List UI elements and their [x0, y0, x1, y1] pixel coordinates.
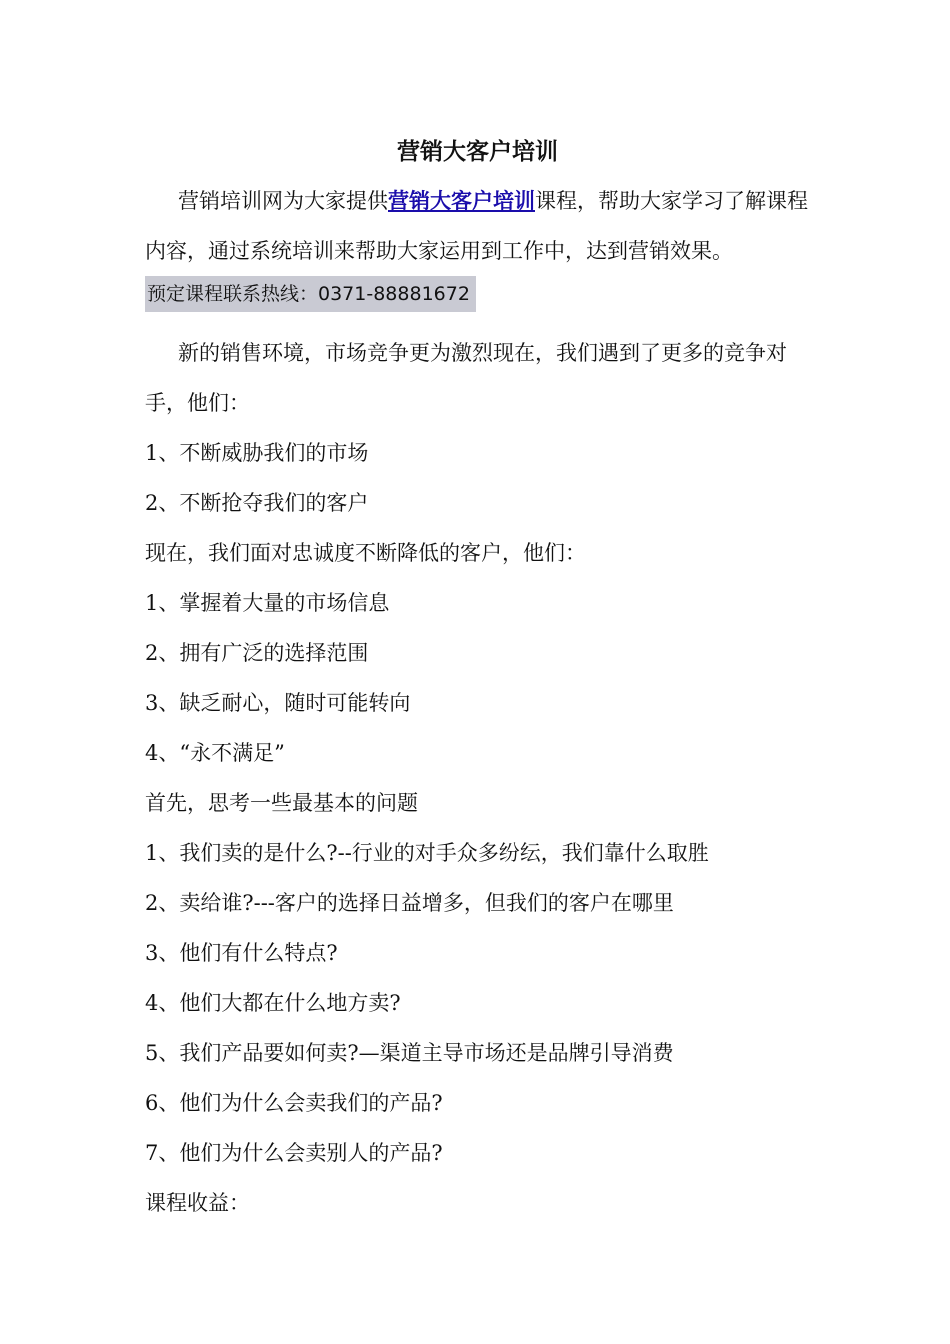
list-item: 1、不断威胁我们的市场: [145, 441, 369, 465]
intro-paragraph: [145, 176, 810, 276]
list-item: 4、他们大都在什么地方卖?: [145, 991, 401, 1015]
hotline-banner: 预定课程联系热线：0371-88881672: [145, 276, 476, 312]
list-item: 2、卖给谁?---客户的选择日益增多，但我们的客户在哪里: [145, 891, 674, 915]
course-link[interactable]: 营销大客户培训: [388, 188, 535, 213]
list-item: 2、拥有广泛的选择范围: [145, 641, 369, 665]
list-item: 7、他们为什么会卖别人的产品?: [145, 1141, 443, 1165]
list-item: 1、我们卖的是什么?--行业的对手众多纷纭，我们靠什么取胜: [145, 841, 709, 865]
section-heading: 课程收益：: [145, 1191, 250, 1215]
list-item: 1、掌握着大量的市场信息: [145, 591, 390, 615]
intro-prefix: 营销培训网为大家提供: [178, 189, 388, 213]
list-item: 5、我们产品要如何卖?—渠道主导市场还是品牌引导消费: [145, 1041, 674, 1065]
list-item: 3、他们有什么特点?: [145, 941, 338, 965]
document-title: 营销大客户培训: [397, 138, 558, 165]
list-item: 3、缺乏耐心，随时可能转向: [145, 691, 411, 715]
document-page: [145, 128, 810, 1228]
list-item: 4、“永不满足”: [145, 741, 285, 765]
intro-suffix: 课程，帮助大家学习了解课程内容，通过系统培训来帮助大家运用到工作中，达到营销效果。: [145, 189, 808, 263]
section-heading: 首先，思考一些最基本的问题: [145, 791, 418, 815]
list-item: 6、他们为什么会卖我们的产品?: [145, 1091, 443, 1115]
competition-paragraph: 新的销售环境，市场竞争更为激烈现在，我们遇到了更多的竞争对手，他们：: [145, 341, 787, 415]
section-heading: 现在，我们面对忠诚度不断降低的客户，他们：: [145, 541, 586, 565]
hotline-row: [145, 276, 810, 314]
list-item: 2、不断抢夺我们的客户: [145, 491, 369, 515]
